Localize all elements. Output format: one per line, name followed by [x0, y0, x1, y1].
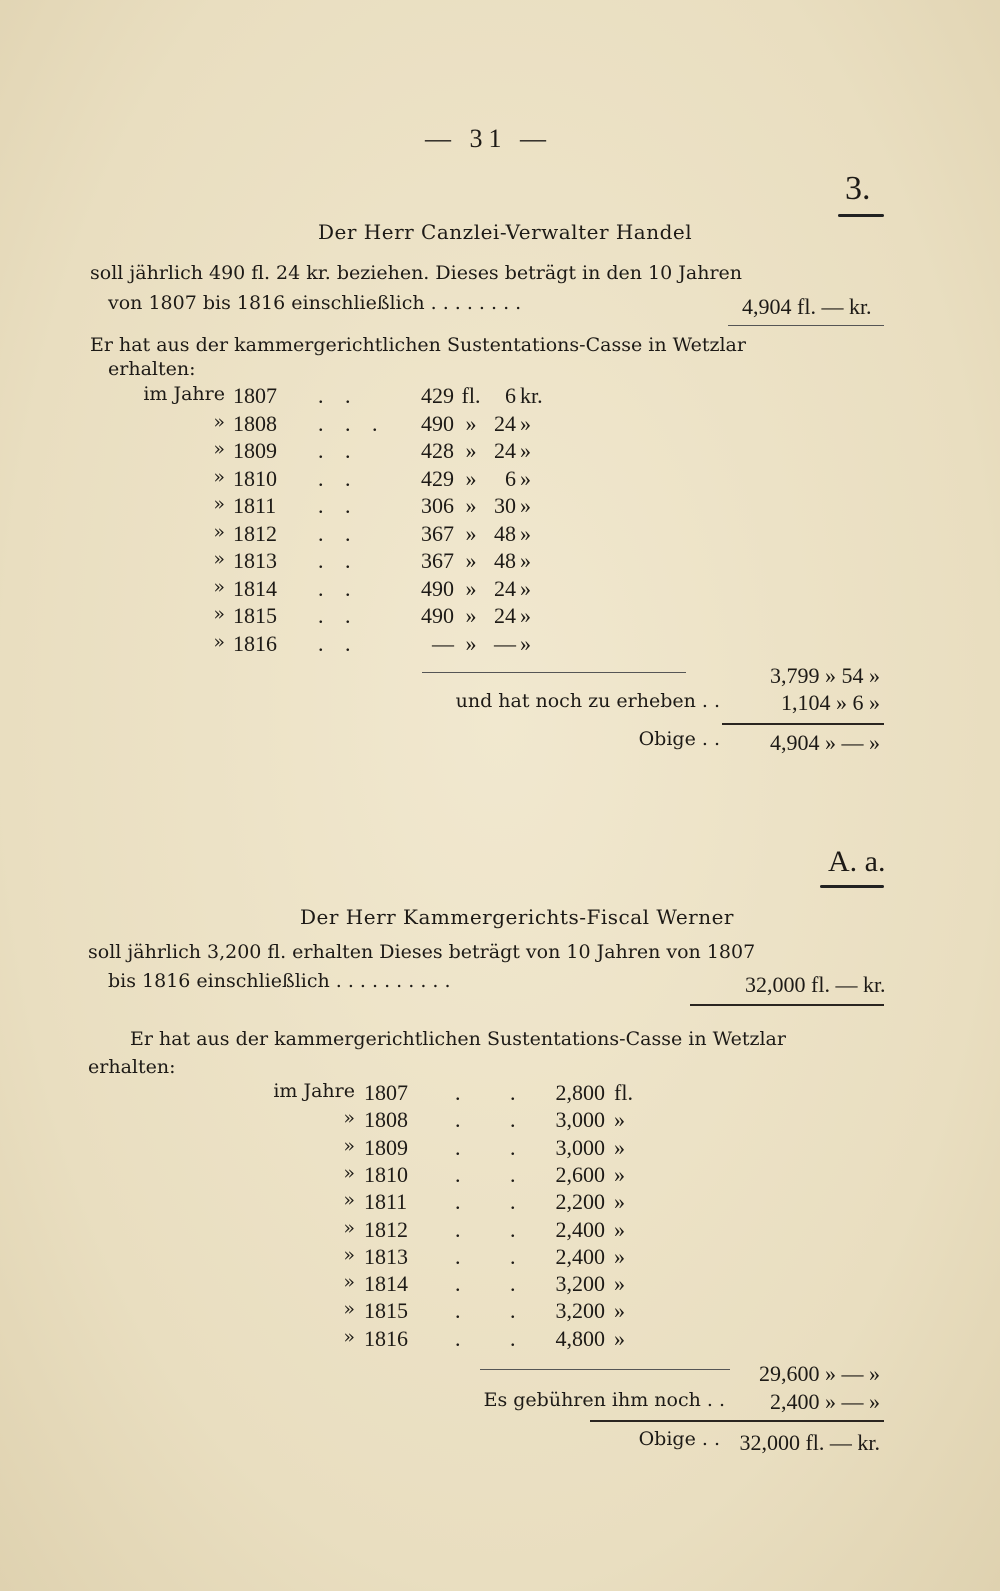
ledger-row-amount: 4,800	[555, 1325, 605, 1351]
ledger-row-amount: 3,200	[555, 1298, 605, 1324]
ledger-row-dots: . .	[455, 1134, 538, 1160]
ledger-row-year: 1811	[233, 493, 277, 518]
ledger-row-label: »	[213, 520, 225, 543]
ledger-row-sep2: »	[520, 438, 531, 463]
ledger-row-fl: 306	[421, 493, 454, 518]
ledger-row-sep1: »	[465, 410, 477, 436]
ledger-row-sep2: »	[520, 575, 531, 601]
ledger-row-label: »	[343, 1325, 355, 1348]
ledger-row-year: 1813	[364, 1243, 408, 1269]
ledger-row-kr: 30	[494, 493, 516, 518]
ledger-row-label: »	[213, 630, 225, 653]
ledger-row-dots: . .	[455, 1271, 538, 1297]
ledger-row-dots: . .	[318, 383, 359, 408]
section2-total: 32,000 fl. — kr.	[745, 972, 886, 997]
ledger-row-amount: 2,600	[555, 1161, 605, 1187]
section1-total: 4,904 fl. — kr.	[742, 294, 872, 319]
ledger-row-dots: . .	[455, 1325, 538, 1351]
ledger-row-sep1: »	[465, 630, 477, 656]
section2-received-line1: Er hat aus der kammergerichtlichen Sustentations-Casse in Wetzlar	[130, 1028, 786, 1050]
ledger-row-kr: 48	[494, 520, 516, 546]
ledger-row-year: 1815	[364, 1298, 408, 1324]
ledger-row-sep2: »	[520, 493, 531, 518]
section1-remaining: 1,104 » 6 »	[781, 690, 880, 715]
ledger-row-dots: . .	[455, 1161, 538, 1187]
ledger-row-year: 1813	[233, 548, 277, 573]
ledger-row-label: »	[213, 493, 225, 515]
section2-remaining: 2,400 » — »	[770, 1389, 880, 1414]
ledger-row-label: »	[343, 1271, 355, 1294]
section1-sum-rule	[422, 672, 686, 673]
ledger-row-amount: 3,000	[555, 1107, 605, 1133]
ledger-row-sep2: »	[520, 410, 531, 436]
ledger-row-year: 1809	[364, 1134, 408, 1160]
ledger-row-sep1: »	[465, 575, 477, 601]
section2-text-line1: soll jährlich 3,200 fl. erhalten Dieses beträgt von 10 Jahren von 1807	[88, 941, 756, 963]
ledger-row-kr: 6	[505, 383, 516, 408]
ledger-row-dots: . .	[318, 630, 359, 656]
ledger-row-sep2: kr.	[520, 383, 543, 408]
ledger-row-label: »	[343, 1243, 355, 1266]
ledger-row-dots: . .	[455, 1298, 538, 1324]
ledger-row-unit: »	[614, 1107, 625, 1133]
ledger-row-label: »	[343, 1298, 355, 1321]
ledger-row-kr: 24	[494, 438, 516, 463]
ledger-row-label: »	[213, 548, 225, 570]
ledger-row-kr: 6	[505, 465, 516, 491]
section2-heading: Der Herr Kammergerichts-Fiscal Werner	[300, 905, 734, 929]
ledger-row-year: 1812	[233, 520, 277, 546]
ledger-row-kr: —	[494, 630, 516, 656]
ledger-row-label: »	[343, 1216, 355, 1239]
ledger-row-unit: »	[614, 1216, 625, 1242]
ledger-row-sep1: »	[465, 520, 477, 546]
ledger-row-amount: 2,400	[555, 1216, 605, 1242]
ledger-row-kr: 24	[494, 410, 516, 436]
section-number-aa: A. a.	[828, 845, 886, 878]
ledger-row-label: »	[343, 1189, 355, 1212]
ledger-row-year: 1816	[233, 630, 277, 656]
ledger-row-year: 1814	[364, 1271, 408, 1297]
ledger-row-unit: »	[614, 1243, 625, 1269]
section2-obige-label: Obige . .	[638, 1428, 720, 1450]
ledger-row-sep2: »	[520, 465, 531, 491]
ledger-row-dots: . .	[318, 603, 359, 628]
ledger-row-label: »	[213, 438, 225, 460]
ledger-row-year: 1807	[364, 1080, 408, 1105]
section1-total-rule	[728, 325, 884, 326]
page-number: — 31 —	[425, 124, 552, 153]
ledger-row-kr: 24	[494, 575, 516, 601]
section2-remaining-label: Es gebühren ihm noch . .	[483, 1389, 725, 1411]
ledger-row-unit: »	[614, 1325, 625, 1351]
ledger-row-year: 1810	[364, 1161, 408, 1187]
ledger-row-unit: »	[614, 1189, 625, 1215]
section1-text-line1: soll jährlich 490 fl. 24 kr. beziehen. Dieses beträgt in den 10 Jahren	[90, 262, 743, 284]
ledger-row-year: 1810	[233, 465, 277, 491]
ledger-row-sep2: »	[520, 548, 531, 573]
ledger-row-unit: »	[614, 1134, 625, 1160]
ledger-row-fl: 429	[421, 383, 454, 408]
ledger-row-sep1: »	[465, 438, 477, 463]
ledger-row-sep1: »	[465, 548, 477, 573]
ledger-row-kr: 48	[494, 548, 516, 573]
ledger-row-fl: 429	[421, 465, 454, 491]
ledger-row-year: 1815	[233, 603, 277, 628]
ledger-row-dots: . .	[318, 548, 359, 573]
ledger-row-unit: »	[614, 1298, 625, 1324]
ledger-row-amount: 3,200	[555, 1271, 605, 1297]
ledger-row-label: »	[213, 410, 225, 433]
ledger-row-dots: . .	[455, 1216, 538, 1242]
ledger-row-year: 1808	[364, 1107, 408, 1133]
ledger-row-unit: »	[614, 1271, 625, 1297]
section2-sum: 29,600 » — »	[759, 1361, 880, 1386]
section1-sum: 3,799 » 54 »	[770, 663, 880, 688]
ledger-row-dots: . .	[455, 1107, 538, 1133]
ledger-row-sep1: »	[465, 603, 477, 628]
ledger-row-label: »	[343, 1161, 355, 1184]
ledger-row-sep1: »	[465, 465, 477, 491]
ledger-row-sep2: »	[520, 630, 531, 656]
ledger-row-label: »	[213, 603, 225, 625]
ledger-row-fl: 490	[421, 575, 454, 601]
ledger-row-sep2: »	[520, 603, 531, 628]
section2-received-line2: erhalten:	[88, 1056, 176, 1078]
ledger-row-amount: 2,200	[555, 1189, 605, 1215]
ledger-row-sep1: fl.	[461, 383, 481, 408]
ledger-row-fl: 367	[421, 548, 454, 573]
ledger-row-dots: . .	[318, 465, 359, 491]
ledger-row-fl: 367	[421, 520, 454, 546]
ledger-row-amount: 3,000	[555, 1134, 605, 1160]
section-number-underline	[838, 214, 884, 217]
ledger-row-amount: 2,800	[555, 1080, 605, 1105]
ledger-row-label: »	[213, 575, 225, 598]
ledger-row-dots: . .	[455, 1243, 538, 1269]
ledger-row-dots: . .	[318, 575, 359, 601]
ledger-row-year: 1816	[364, 1325, 408, 1351]
section2-total-rule	[690, 1004, 884, 1006]
section1-received-line1: Er hat aus der kammergerichtlichen Sustentations-Casse in Wetzlar	[90, 334, 746, 356]
section1-heading: Der Herr Canzlei-Verwalter Handel	[318, 220, 693, 244]
ledger-row-dots: . .	[455, 1189, 538, 1215]
section-number-3: 3.	[845, 170, 871, 207]
ledger-row-label: »	[343, 1134, 355, 1157]
section1-text-line2: von 1807 bis 1816 einschließlich . . . . . . . .	[108, 292, 522, 314]
section1-obige: 4,904 » — »	[770, 730, 880, 755]
section2-text-line2: bis 1816 einschließlich . . . . . . . . . .	[108, 970, 451, 992]
ledger-row-year: 1807	[233, 383, 277, 408]
ledger-row-year: 1814	[233, 575, 277, 601]
section2-obige: 32,000 fl. — kr.	[739, 1430, 880, 1455]
ledger-row-year: 1812	[364, 1216, 408, 1242]
section2-obige-rule	[590, 1420, 884, 1422]
ledger-row-year: 1808	[233, 410, 277, 436]
ledger-row-label: im Jahre	[143, 383, 225, 405]
ledger-row-label: »	[213, 465, 225, 488]
section-number-underline-2	[820, 885, 884, 888]
ledger-row-dots: . .	[318, 520, 359, 546]
ledger-row-year: 1811	[364, 1189, 408, 1215]
ledger-row-unit: »	[614, 1161, 625, 1187]
ledger-row-label: im Jahre	[273, 1080, 355, 1102]
ledger-row-kr: 24	[494, 603, 516, 628]
section1-obige-rule	[722, 723, 884, 725]
ledger-row-fl: 428	[421, 438, 454, 463]
ledger-row-fl: —	[432, 630, 454, 656]
ledger-row-dots: . . .	[318, 410, 386, 436]
section1-remaining-label: und hat noch zu erheben . .	[455, 690, 720, 712]
section1-received-line2: erhalten:	[108, 358, 196, 380]
ledger-row-unit: fl.	[614, 1080, 633, 1105]
ledger-row-dots: . .	[318, 493, 359, 518]
ledger-row-dots: . .	[318, 438, 359, 463]
ledger-row-sep1: »	[465, 493, 477, 518]
ledger-row-fl: 490	[421, 410, 454, 436]
ledger-row-year: 1809	[233, 438, 277, 463]
ledger-row-amount: 2,400	[555, 1243, 605, 1269]
ledger-row-label: »	[343, 1107, 355, 1130]
section1-obige-label: Obige . .	[638, 728, 720, 750]
ledger-row-sep2: »	[520, 520, 531, 546]
ledger-row-dots: . .	[455, 1080, 538, 1105]
ledger-row-fl: 490	[421, 603, 454, 628]
